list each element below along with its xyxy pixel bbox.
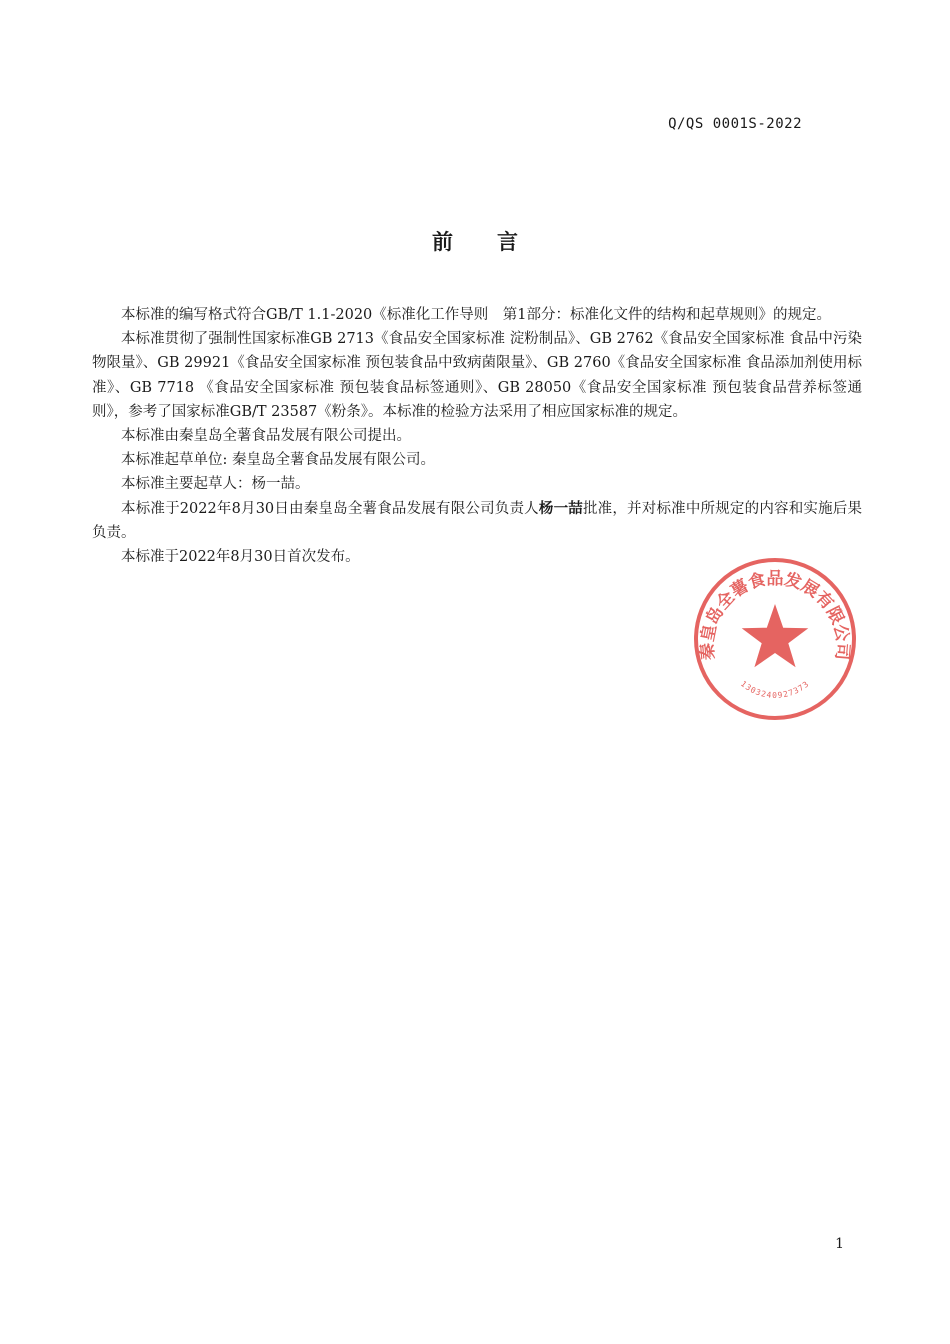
company-seal	[690, 554, 860, 724]
seal-number-text: 1303240927373	[738, 679, 812, 700]
paragraph-proposer: 本标准由秦皇岛全薯食品发展有限公司提出。	[121, 428, 411, 445]
approval-text-after: 批准，并对标准中所规定的内容和实施后果负责。	[92, 500, 863, 541]
paragraph-publish: 本标准于2022年8月30日首次发布。	[121, 549, 360, 566]
paragraph-drafting-unit: 本标准起草单位: 秦皇岛全薯食品发展有限公司。	[121, 452, 435, 469]
approval-text-before: 本标准于2022年8月30日由秦皇岛全薯食品发展有限公司负责人	[121, 500, 539, 517]
paragraph-approval	[92, 497, 862, 545]
page-title: 前言	[432, 230, 562, 254]
seal-company-text: 秦皇岛全薯食品发展有限公司	[697, 569, 853, 661]
approval-signer: 杨一喆	[538, 499, 583, 517]
paragraph-drafter: 本标准主要起草人：杨一喆。	[121, 476, 310, 493]
paragraph-format: 本标准的编写格式符合GB/T 1.1-2020《标准化工作导则 第1部分：标准化文件的结构和起草规则》的规定。	[121, 307, 831, 323]
page-number: 1	[835, 1236, 844, 1252]
document-code: Q/QS 0001S-2022	[668, 116, 802, 132]
paragraph-standards: 本标准贯彻了强制性国家标准GB 2713《食品安全国家标准 淀粉制品》、GB 2762《食品安全国家标准 食品中污染物限量》、GB 29921《食品安全国家标准 预包装食品中致病菌限量》、GB 2760《食品安全国家标准 食品添加剂使用标准》、GB 7718 《食品安全国家标准 预包装食品标签通则》、GB 28050《食品安全国家标准 预包装食品营养标签通则》，参考了国家标准GB/T 23587《粉条》。本标准的检验方法采用了相应国家标准的规定。	[92, 331, 862, 420]
foreword-body	[92, 303, 862, 569]
seal-star-icon	[742, 604, 809, 667]
